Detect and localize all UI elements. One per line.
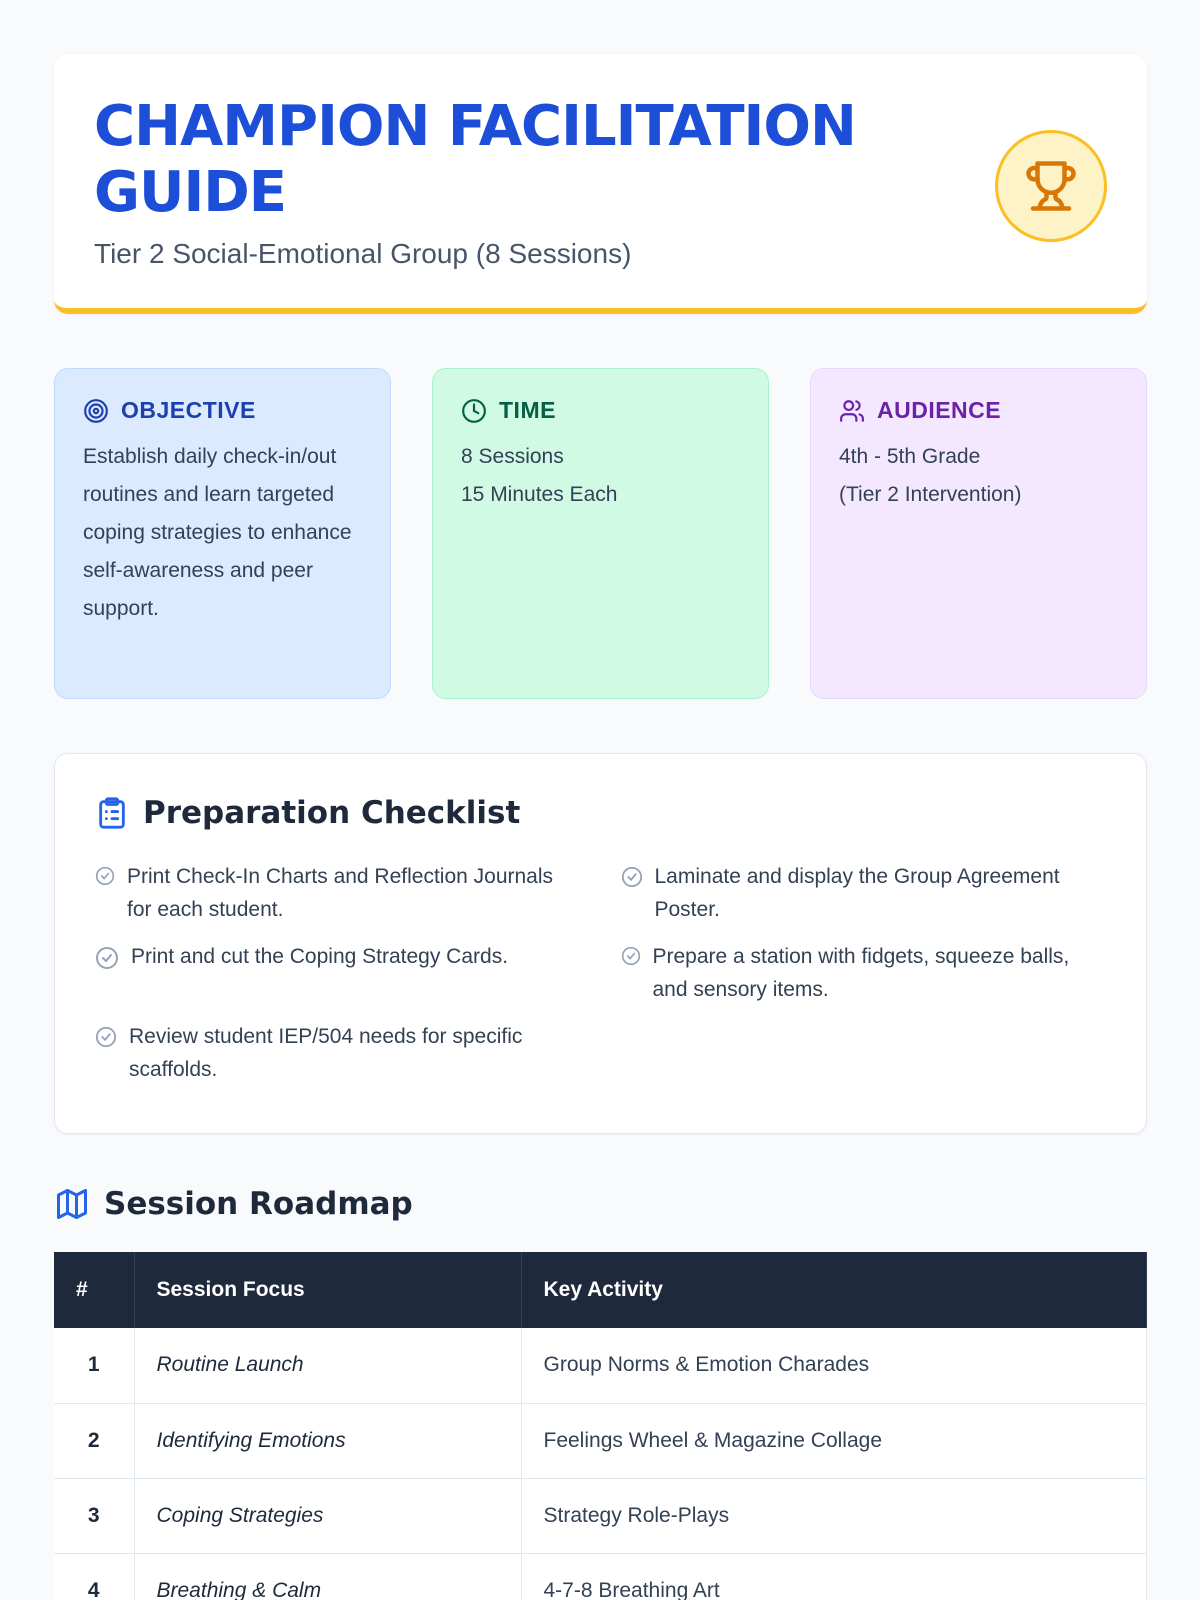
info-cards-row [54,368,1147,699]
checklist-item[interactable] [95,940,581,1006]
time-line-1: 8 Sessions [461,445,564,468]
checklist-heading [95,794,1106,832]
column-header-focus: Session Focus [134,1252,521,1328]
session-focus: Identifying Emotions [134,1403,521,1478]
time-card [432,368,769,699]
preparation-checklist-card [54,753,1147,1134]
checklist-item-text: Prepare a station with fidgets, squeeze balls, and sensory items. [652,945,1070,1001]
header-card [54,54,1147,314]
roadmap-heading [54,1186,1147,1222]
checklist-title: Preparation Checklist [143,795,521,831]
checklist-item-text: Review student IEP/504 needs for specific scaffolds. [129,1025,523,1081]
key-activity: Group Norms & Emotion Charades [521,1328,1147,1403]
table-row [54,1553,1147,1600]
checklist-item[interactable] [95,860,581,926]
clipboard-icon [95,794,129,832]
trophy-badge [995,130,1107,242]
check-circle-icon [95,1026,117,1048]
check-circle-icon [621,866,643,888]
map-icon [54,1186,90,1222]
check-circle-icon [95,946,119,970]
column-header-number: # [54,1252,134,1328]
session-roadmap-table [54,1252,1147,1600]
key-activity: Feelings Wheel & Magazine Collage [521,1403,1147,1478]
session-focus: Routine Launch [134,1328,521,1403]
time-heading [461,397,740,424]
checklist-item[interactable] [621,940,1107,1006]
checklist-item[interactable] [95,1020,581,1086]
session-number: 3 [54,1478,134,1553]
time-label: TIME [499,397,556,423]
checklist-item-text: Print Check-In Charts and Reflection Journals for each student. [127,865,554,921]
objective-heading [83,397,362,424]
table-row [54,1403,1147,1478]
table-row [54,1478,1147,1553]
table-header-row [54,1252,1147,1328]
page-title: CHAMPION FACILITATION GUIDE [94,94,856,225]
table-row [54,1328,1147,1403]
time-line-2: 15 Minutes Each [461,483,618,506]
check-circle-icon [621,946,641,966]
key-activity: 4-7-8 Breathing Art [521,1553,1147,1600]
roadmap-title: Session Roadmap [104,1186,413,1222]
audience-line-1: 4th - 5th Grade [839,445,981,468]
audience-heading [839,397,1118,424]
session-number: 2 [54,1403,134,1478]
audience-label: AUDIENCE [877,397,1002,423]
audience-line-2: (Tier 2 Intervention) [839,483,1022,506]
key-activity: Strategy Role-Plays [521,1478,1147,1553]
trophy-icon [1024,155,1078,217]
users-icon [839,398,865,424]
session-focus: Coping Strategies [134,1478,521,1553]
checklist-grid [95,860,1106,1086]
target-icon [83,398,109,424]
objective-text: Establish daily check-in/out routines and learn targeted coping strategies to enhance self-awareness and peer support. [83,445,352,620]
objective-card [54,368,391,699]
checklist-item-text: Print and cut the Coping Strategy Cards. [131,945,509,968]
session-number: 4 [54,1553,134,1600]
column-header-activity: Key Activity [521,1252,1147,1328]
session-focus: Breathing & Calm [134,1553,521,1600]
checklist-item-text: Laminate and display the Group Agreement Poster. [654,865,1060,921]
audience-card [810,368,1147,699]
checklist-item[interactable] [621,860,1107,926]
clock-icon [461,398,487,424]
objective-label: OBJECTIVE [121,397,256,423]
page-subtitle: Tier 2 Social-Emotional Group (8 Sessions) [94,238,632,269]
guide-page [54,54,1147,1600]
check-circle-icon [95,866,115,886]
session-number: 1 [54,1328,134,1403]
